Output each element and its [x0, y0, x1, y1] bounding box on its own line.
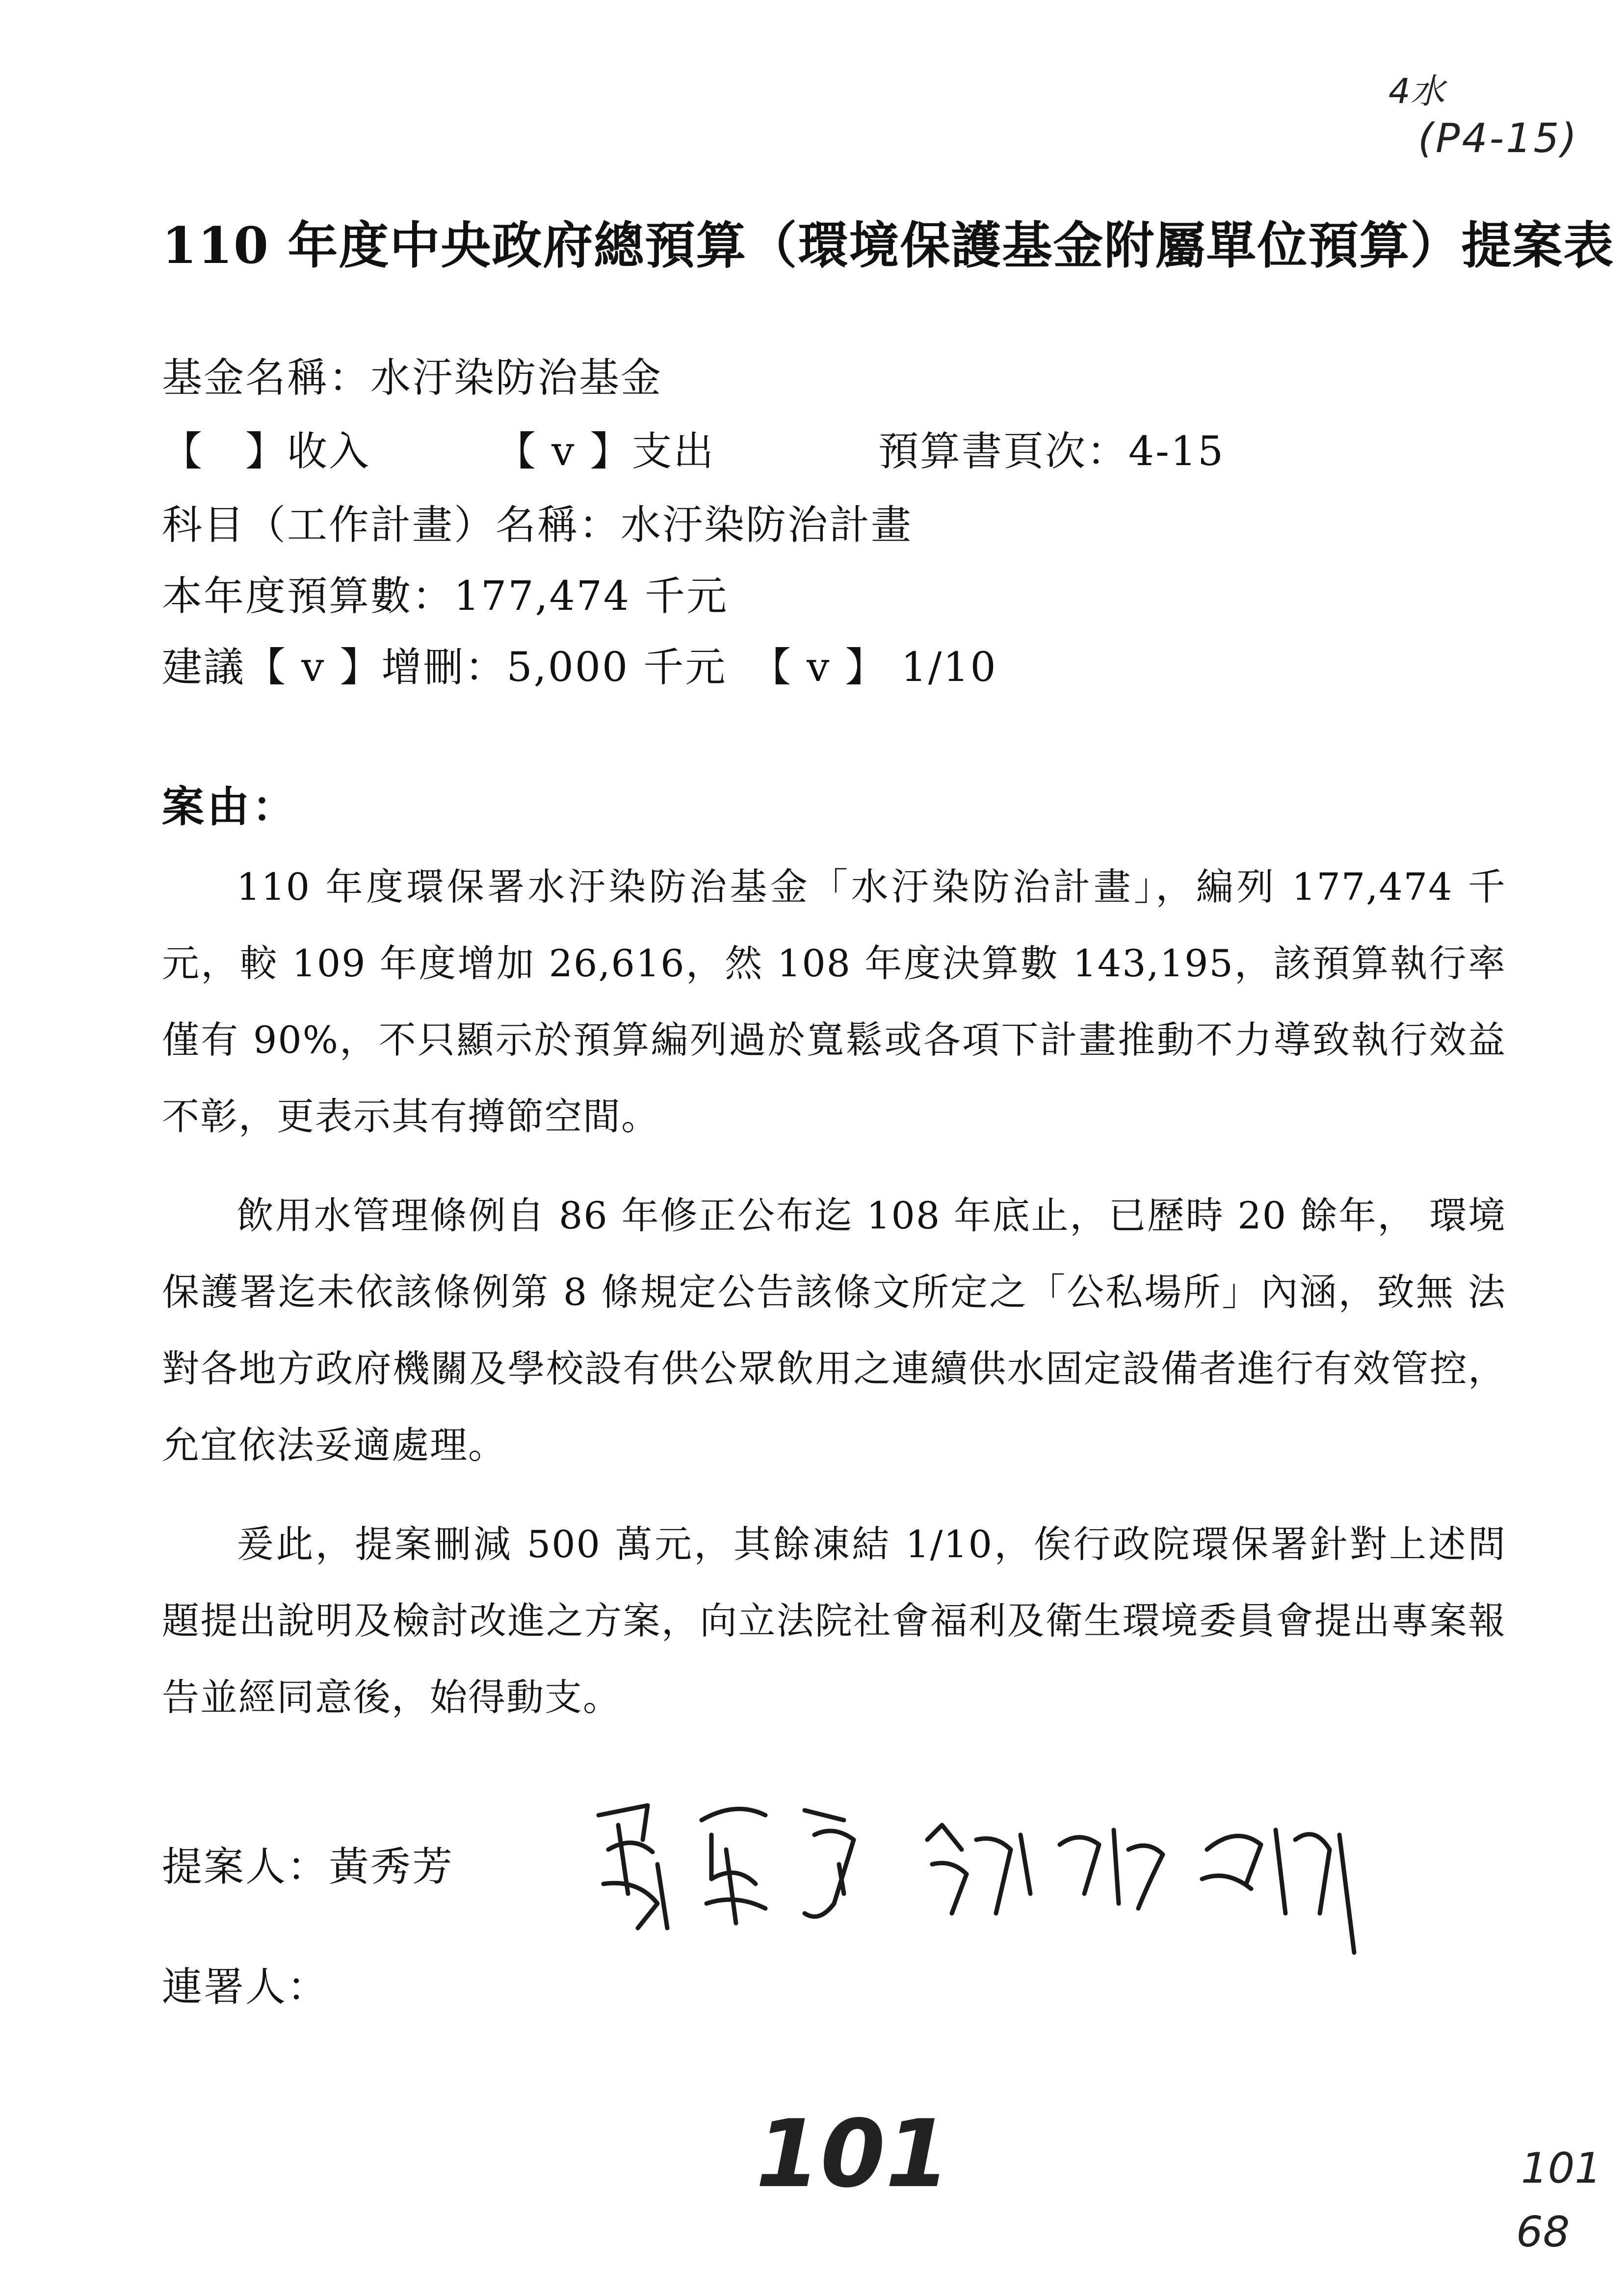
fund-name-field: 基金名稱：水汙染防治基金	[162, 355, 663, 401]
income-checkbox-label: 【 】收入	[162, 428, 371, 475]
reason-paragraph-3: 爰此，提案刪減 500 萬元，其餘凍結 1/10，俟行政院環保署針對上述問題提出說明及檢討改進之方案，向立法院社會福利及衛生環境委員會提出專案報告並經同意後，始得動支。	[162, 1522, 1506, 1719]
suggestion-cut-field: 建議【 v 】增刪：5,000 千元	[162, 644, 727, 691]
handwritten-page-reference: (P4-15)	[1418, 115, 1579, 162]
item-name-field: 科目（工作計畫）名稱：水汙染防治計畫	[162, 502, 913, 548]
reason-heading: 案由：	[162, 782, 297, 832]
document-title: 110 年度中央政府總預算（環境保護基金附屬單位預算）提案表	[162, 216, 1615, 275]
budget-amount-field: 本年度預算數：177,474 千元	[162, 573, 729, 620]
reason-paragraph-1: 110 年度環保署水汙染防治基金「水汙染防治計畫」，編列 177,474 千元，較 109 年度增加 26,616，然 108 年度決算數 143,195，該預算執行率僅有 90%，不只顯示於預算編列過於寬鬆或各項下計畫推動不力導致執行效益不彰，更表示其有撙節空間。	[162, 865, 1506, 1138]
handwritten-signatures	[589, 1766, 1472, 1972]
cosigner-label: 連署人：	[162, 1964, 329, 2010]
reason-paragraph-2: 飲用水管理條例自 86 年修正公布迄 108 年底止，已歷時 20 餘年， 環境保護署迄未依該條例第 8 條規定公告該條文所定之「公私場所」內涵，致無 法對各地方政府機關及學校設有供公眾飲用之連續供水固定設備者進行有效管控，允宜依法妥適處理。	[162, 1194, 1506, 1467]
handwritten-page-number: 101	[756, 2100, 950, 2208]
suggestion-freeze-field: 【 v 】 1/10	[751, 644, 997, 691]
handwritten-corner-note: 4水	[1388, 71, 1445, 111]
expense-checkbox-label: 【 v 】支出	[496, 428, 715, 475]
handwritten-margin-number-1: 101	[1521, 2144, 1602, 2193]
proposer-label: 提案人：黃秀芳	[162, 1844, 454, 1890]
budget-page-field: 預算書頁次：4-15	[878, 428, 1225, 475]
handwritten-margin-number-2: 68	[1516, 2208, 1570, 2257]
